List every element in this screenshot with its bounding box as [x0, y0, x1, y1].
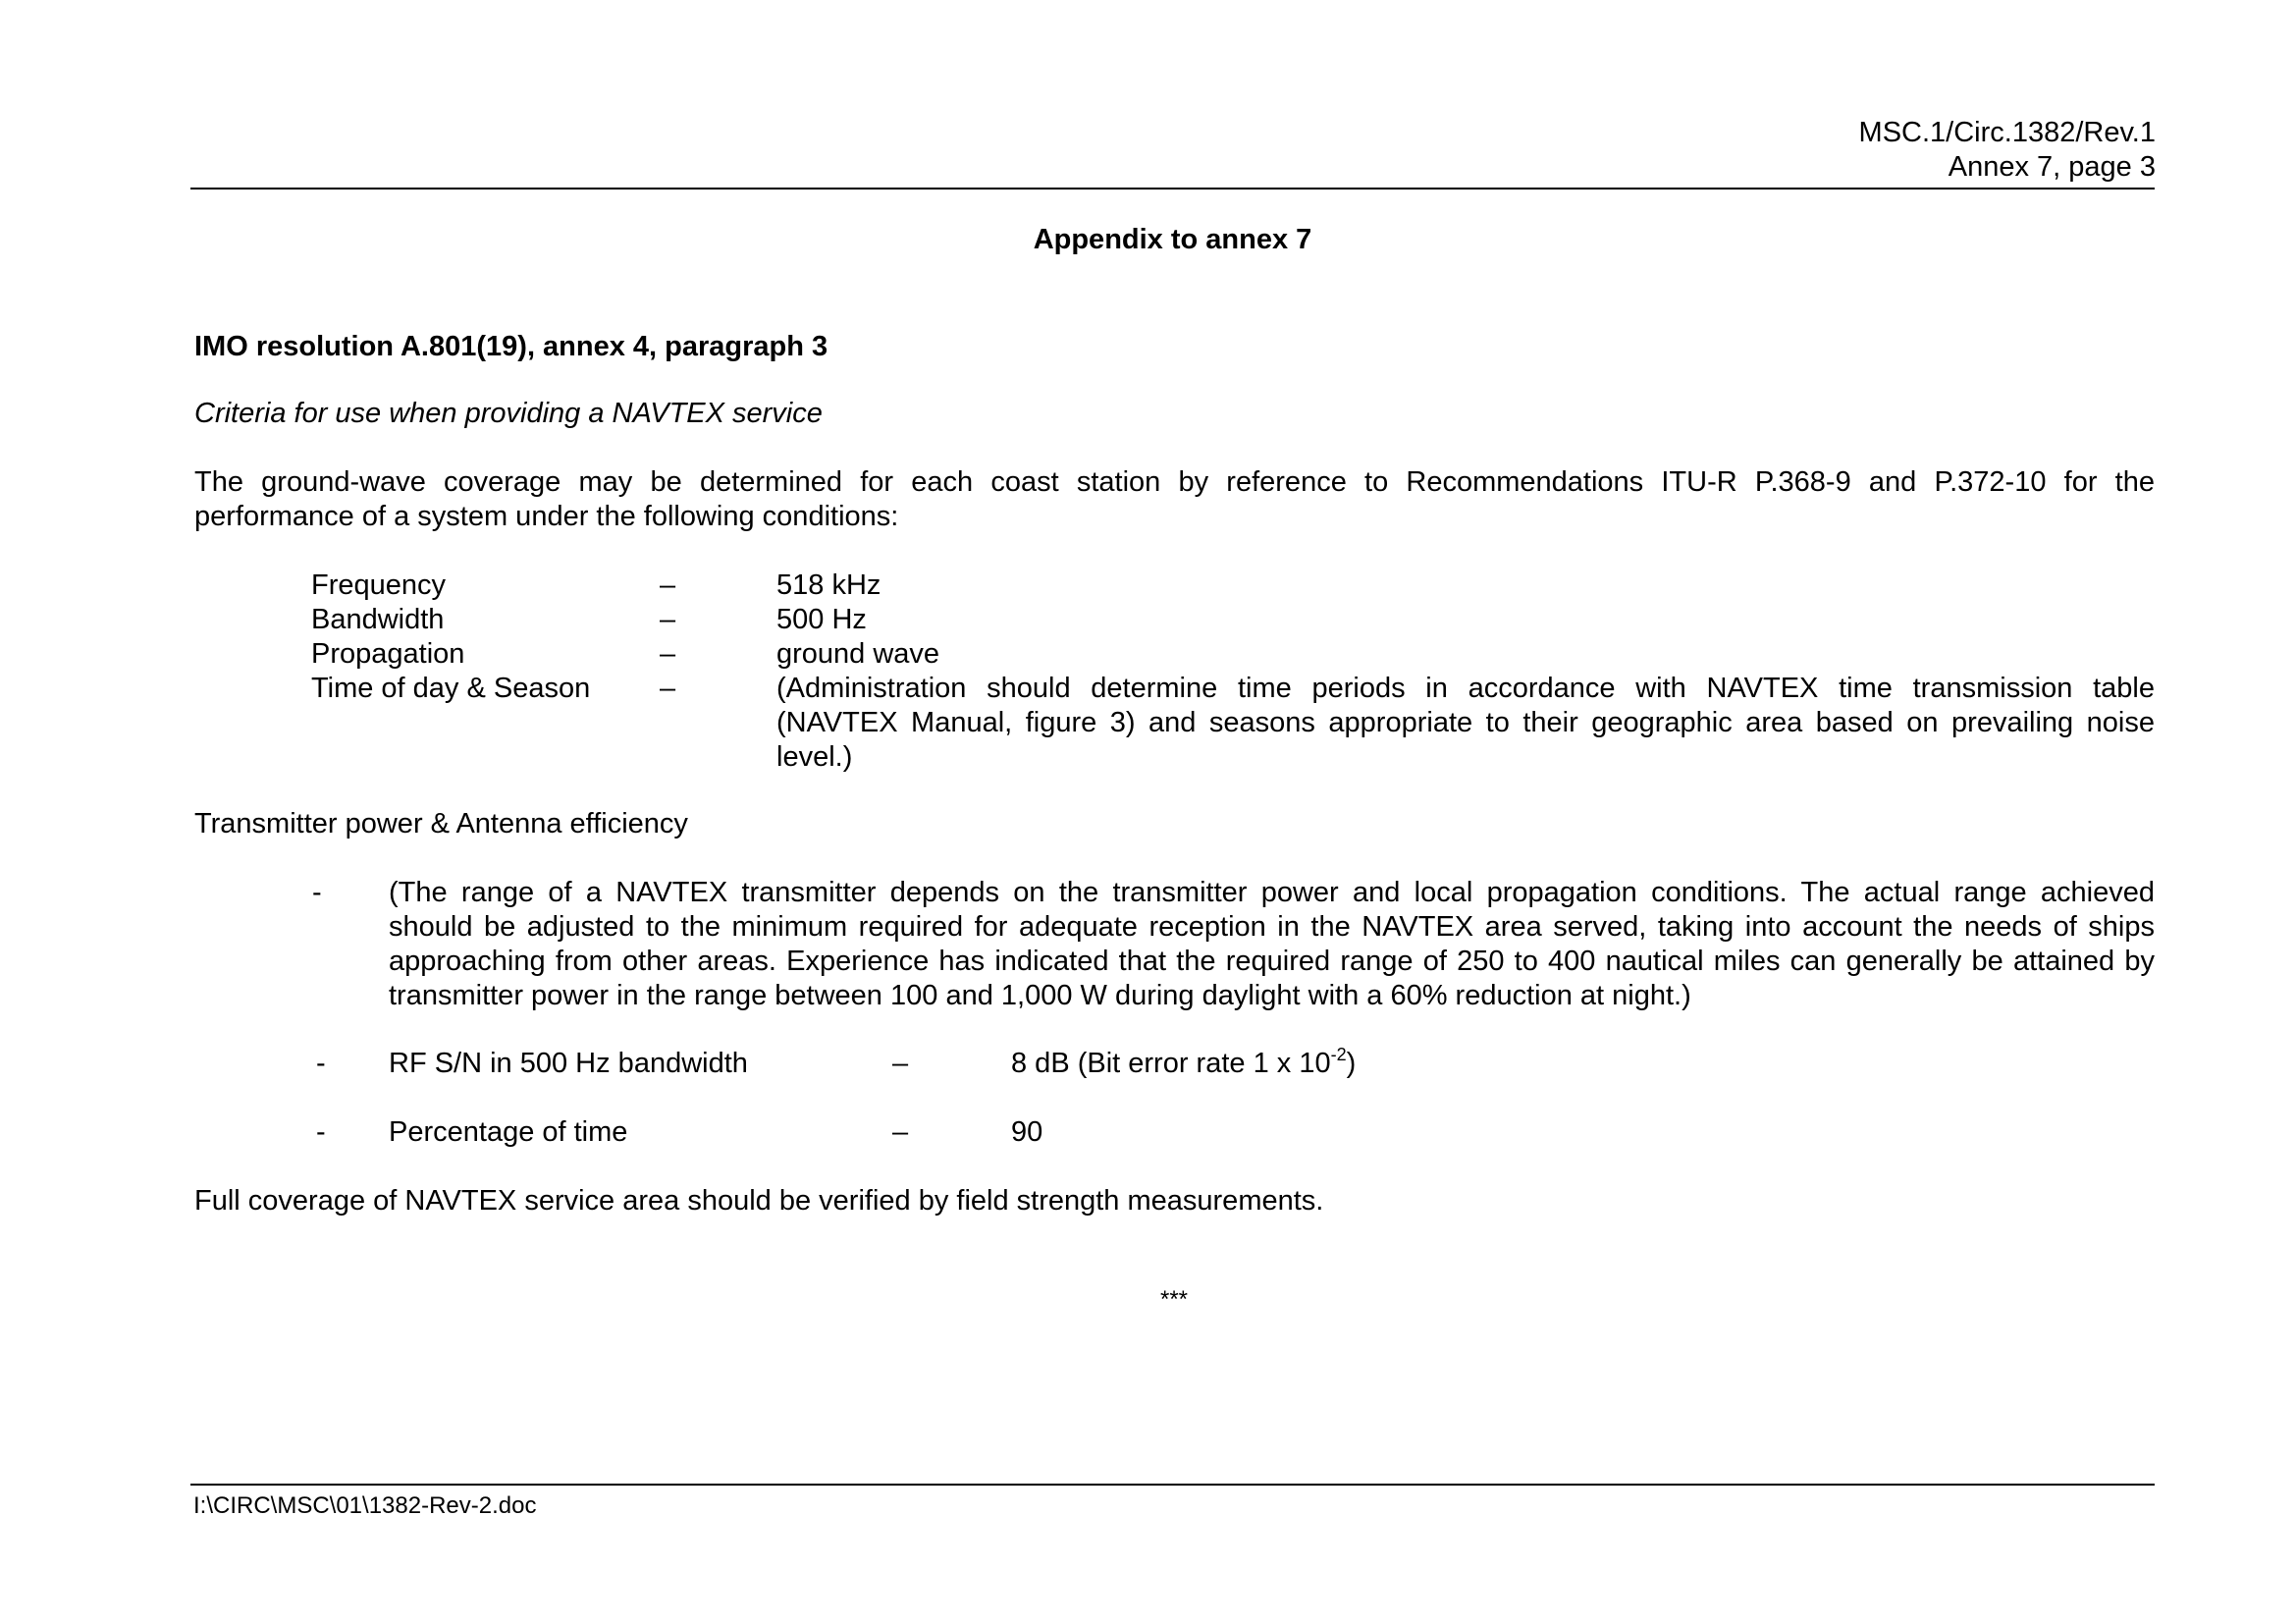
- condition-dash: –: [660, 604, 676, 635]
- condition-dash: –: [660, 673, 676, 704]
- condition-value-line: (NAVTEX Manual, figure 3) and seasons appropriate to their geographic area based on prevailing noise: [776, 707, 2155, 738]
- condition-value: 500 Hz: [776, 604, 867, 635]
- bullet-range-line: should be adjusted to the minimum required for adequate reception in the NAVTEX area served, taking into account the needs of ships: [389, 911, 2155, 943]
- header-page-ref: Annex 7, page 3: [1948, 151, 2156, 183]
- footer-rule: [190, 1484, 2155, 1486]
- percentage-dash: –: [892, 1116, 909, 1148]
- header-doc-ref: MSC.1/Circ.1382/Rev.1: [1858, 117, 2156, 148]
- intro-line-1: The ground-wave coverage may be determined for each coast station by reference to Recommendations ITU-R P.368-9 and P.372-10 for the: [194, 466, 2155, 498]
- intro-line-2: performance of a system under the following conditions:: [194, 501, 899, 532]
- bullet-marker: -: [316, 1116, 326, 1148]
- condition-label: Propagation: [311, 638, 465, 670]
- rf-value-suffix: ): [1346, 1048, 1357, 1079]
- footer-file-path: I:\CIRC\MSC\01\1382-Rev-2.doc: [193, 1492, 537, 1519]
- condition-dash: –: [660, 638, 676, 670]
- header-rule: [190, 188, 2155, 189]
- rf-dash: –: [892, 1048, 909, 1079]
- condition-value-line: (Administration should determine time periods in accordance with NAVTEX time transmission table: [776, 673, 2155, 704]
- rf-value: [1011, 1047, 1356, 1081]
- bullet-range-line: (The range of a NAVTEX transmitter depends on the transmitter power and local propagation conditions. The actual range achieved: [389, 877, 2155, 908]
- bullet-marker: -: [316, 1048, 326, 1079]
- condition-value: 518 kHz: [776, 569, 881, 601]
- condition-label: Bandwidth: [311, 604, 445, 635]
- percentage-value: 90: [1011, 1116, 1043, 1148]
- section-heading: IMO resolution A.801(19), annex 4, paragraph 3: [194, 331, 828, 362]
- bullet-range-line: approaching from other areas. Experience has indicated that the required range of 250 to 400 nautical miles can generally be attained by: [389, 946, 2155, 977]
- bullet-marker: -: [312, 877, 322, 908]
- closing-sentence: Full coverage of NAVTEX service area should be verified by field strength measurements.: [194, 1185, 1324, 1217]
- condition-label: Time of day & Season: [311, 673, 591, 704]
- end-mark: ***: [1159, 1286, 1189, 1313]
- transmitter-heading: Transmitter power & Antenna efficiency: [194, 808, 688, 839]
- rf-value-prefix: 8 dB (Bit error rate 1 x 10: [1011, 1048, 1331, 1079]
- condition-label: Frequency: [311, 569, 447, 601]
- condition-value: ground wave: [776, 638, 940, 670]
- rf-label: RF S/N in 500 Hz bandwidth: [389, 1048, 748, 1079]
- page-title: Appendix to annex 7: [1033, 224, 1312, 255]
- condition-dash: –: [660, 569, 676, 601]
- percentage-label: Percentage of time: [389, 1116, 628, 1148]
- subtitle: Criteria for use when providing a NAVTEX service: [194, 398, 823, 429]
- rf-value-exponent: -2: [1330, 1045, 1347, 1064]
- bullet-range-line: transmitter power in the range between 100 and 1,000 W during daylight with a 60% reduction at night.): [389, 980, 1691, 1011]
- condition-value-line: level.): [776, 741, 853, 773]
